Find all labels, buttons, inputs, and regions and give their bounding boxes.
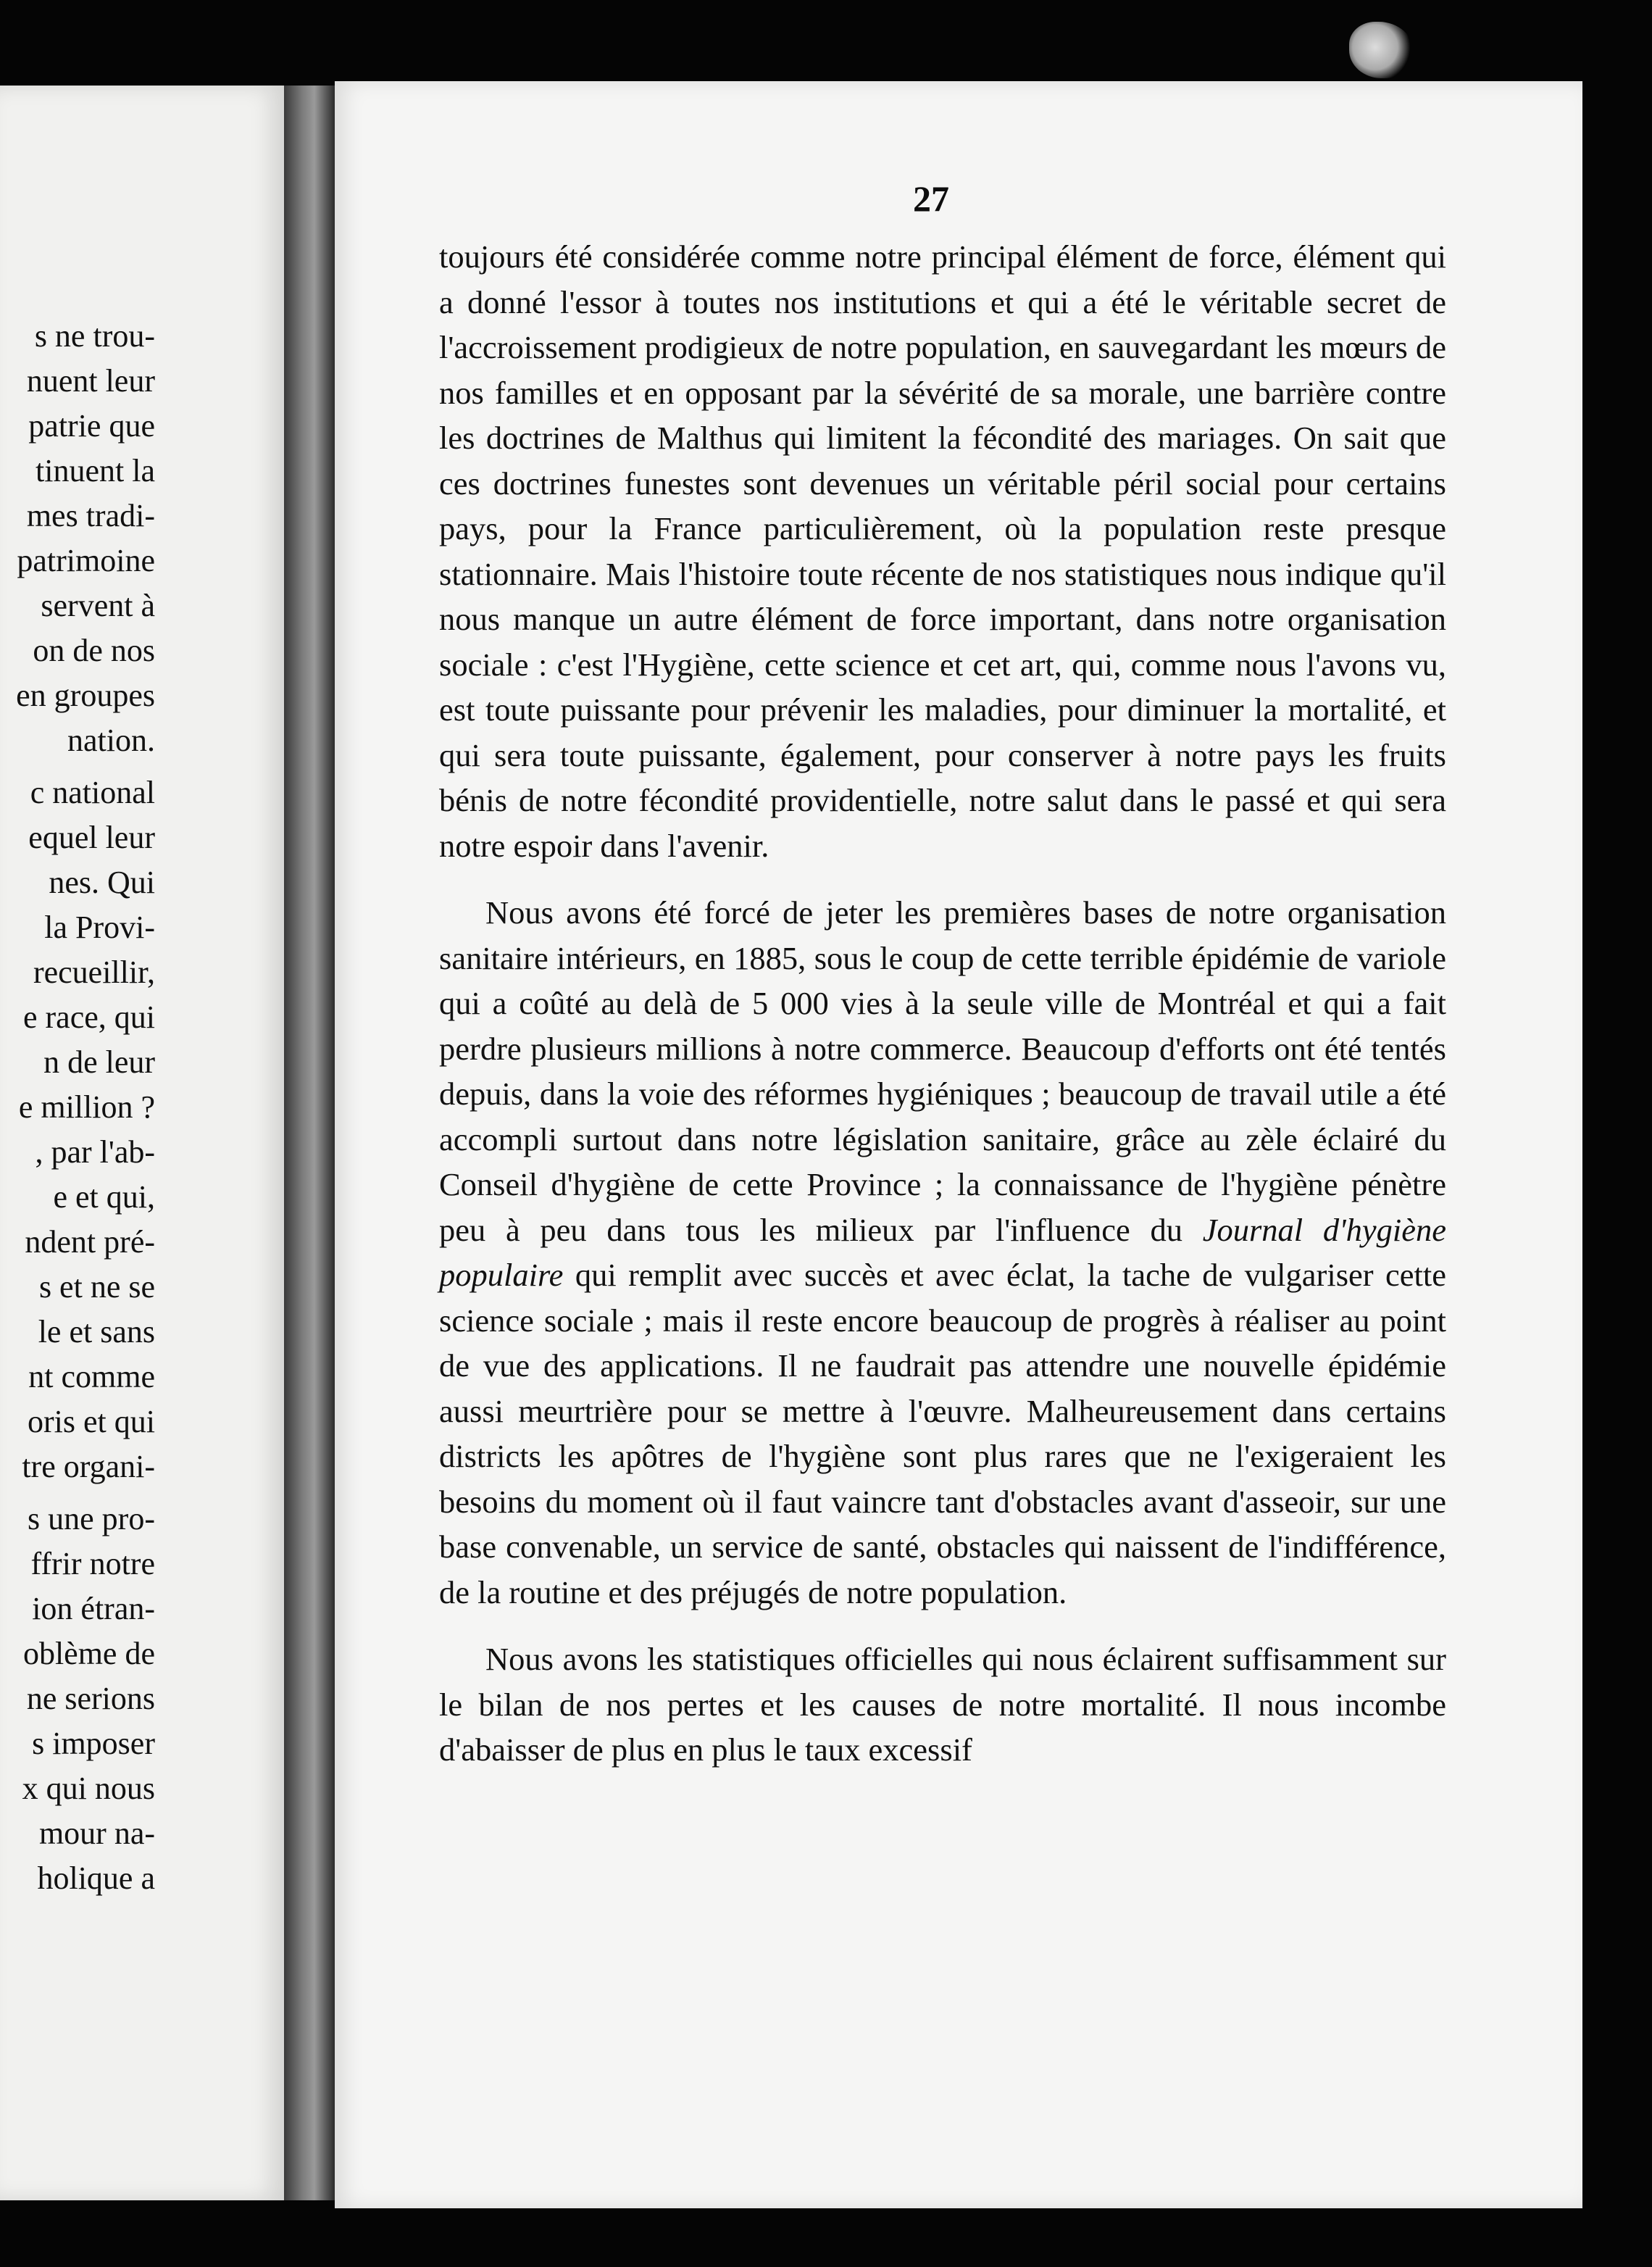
left-page-line: oblème de <box>22 1636 155 1671</box>
left-facing-page <box>0 86 284 2200</box>
left-page-line: recueillir, <box>33 954 155 990</box>
paragraph-2 <box>439 890 1446 1615</box>
left-page-line: mes tradi- <box>26 498 155 533</box>
left-page-line: on de nos <box>33 633 155 668</box>
left-page-line: e race, qui <box>23 999 155 1035</box>
left-page-line: tre organi- <box>22 1449 155 1484</box>
left-page-line: s et ne se <box>38 1269 155 1305</box>
left-page-line: n de leur <box>43 1044 155 1080</box>
right-page-text-block <box>439 234 1446 1773</box>
left-page-line: ffrir notre <box>30 1546 155 1581</box>
left-page-line: equel leur <box>28 820 155 855</box>
paragraph-3: Nous avons les statistiques officielles qui nous éclairent suffisamment sur le bilan de nos pertes et les causes de notre mortalité. Il nous incombe d'abaisser de plus en plus le taux excessif <box>439 1641 1446 1768</box>
left-page-line: nuent leur <box>26 363 155 399</box>
left-page-line: patrimoine <box>17 543 155 578</box>
left-page-line: nt comme <box>28 1359 155 1394</box>
book-spine <box>284 86 335 2200</box>
left-page-line: holique a <box>37 1860 155 1896</box>
left-page-line: nes. Qui <box>49 865 155 900</box>
left-page-line: mour na- <box>38 1815 155 1851</box>
left-page-line: ion étran- <box>32 1591 155 1626</box>
left-page-line: , par l'ab- <box>35 1134 155 1170</box>
left-page-line: c national <box>30 775 155 810</box>
left-page-line: x qui nous <box>22 1771 155 1806</box>
left-page-line: s ne trou- <box>34 318 155 354</box>
paragraph-2-part-2: qui remplit avec succès et avec éclat, la tache de vulgariser cette science sociale ; mais il reste encore beaucoup de progrès à réaliser au point de vue des applications. Il ne faudrait pas attendre une nouvelle épidémie aussi meurtrière pour se mettre à l'œuvre. Malheureusement dans certains districts les apôtres de l'hygiène sont plus rares que ne l'exigeraient les besoins du moment où il faut vaincre tant d'obstacles avant d'asseoir, sur une base convenable, un service de santé, obstacles qui naissent de l'indifférence, de la routine et des préjugés de notre population. <box>439 1257 1447 1610</box>
left-page-line: s une pro- <box>28 1501 155 1536</box>
left-page-line: e million ? <box>18 1089 155 1125</box>
left-page-line: s imposer <box>32 1726 155 1761</box>
left-page-line: ndent pré- <box>25 1224 155 1260</box>
paragraph-1: toujours été considérée comme notre principal élément de force, élément qui a donné l'essor à toutes nos institutions et qui a été le véritable secret de l'accroissement prodigieux de notre population, en sauvegardant les mœurs de nos familles et en opposant par la sévérité de sa morale, une barrière contre les doctrines de Malthus qui limitent la fécondité des mariages. On sait que ces doctrines funestes sont devenues un véritable péril social pour certains pays, pour la France particulièrement, où la population reste presque stationnaire. Mais l'histoire toute récente de nos statistiques nous indique qu'il nous manque un autre élément de force important, dans notre organisation sociale : c'est l'Hygiène, cette science et cet art, qui, comme nous l'avons vu, est toute puissante pour prévenir les maladies, pour diminuer la mortalité, et qui sera toute puissante, également, pour conserver à notre pays les fruits bénis de notre fécondité providentielle, notre salut dans le passé et qui sera notre espoir dans l'avenir. <box>439 238 1446 864</box>
scan-speck <box>1349 22 1414 78</box>
left-page-line: ne serions <box>26 1681 155 1716</box>
left-page-line: tinuent la <box>36 453 155 488</box>
left-page-line: oris et qui <box>28 1404 155 1439</box>
left-page-line: patrie que <box>28 408 155 444</box>
left-page-line: nation. <box>67 723 155 758</box>
journal-title: Journal d'hygiène populaire <box>439 1211 1446 1293</box>
left-page-line: e et qui, <box>53 1179 155 1215</box>
left-page-line: la Provi- <box>44 910 155 945</box>
left-page-line: en groupes <box>16 678 155 713</box>
left-page-line: servent à <box>41 588 155 623</box>
paragraph-2-part-1: Nous avons été forcé de jeter les premières bases de notre organisation sanitaire intérieurs, en 1885, sous le coup de cette terrible épidémie de variole qui a coûté au delà de 5 000 vies à la seule ville de Montréal et qui a fait perdre plusieurs millions à notre commerce. Beaucoup d'efforts ont été tentés depuis, dans la voie des réformes hygiéniques ; beaucoup de travail utile a été accompli surtout dans notre législation sanitaire, grâce au zèle éclairé du Conseil d'hygiène de cette Province ; la connaissance de l'hygiène pénètre peu à peu dans tous les milieux par l'influence du <box>439 894 1446 1248</box>
page-number: 27 <box>913 178 949 219</box>
left-page-line: le et sans <box>38 1314 155 1349</box>
